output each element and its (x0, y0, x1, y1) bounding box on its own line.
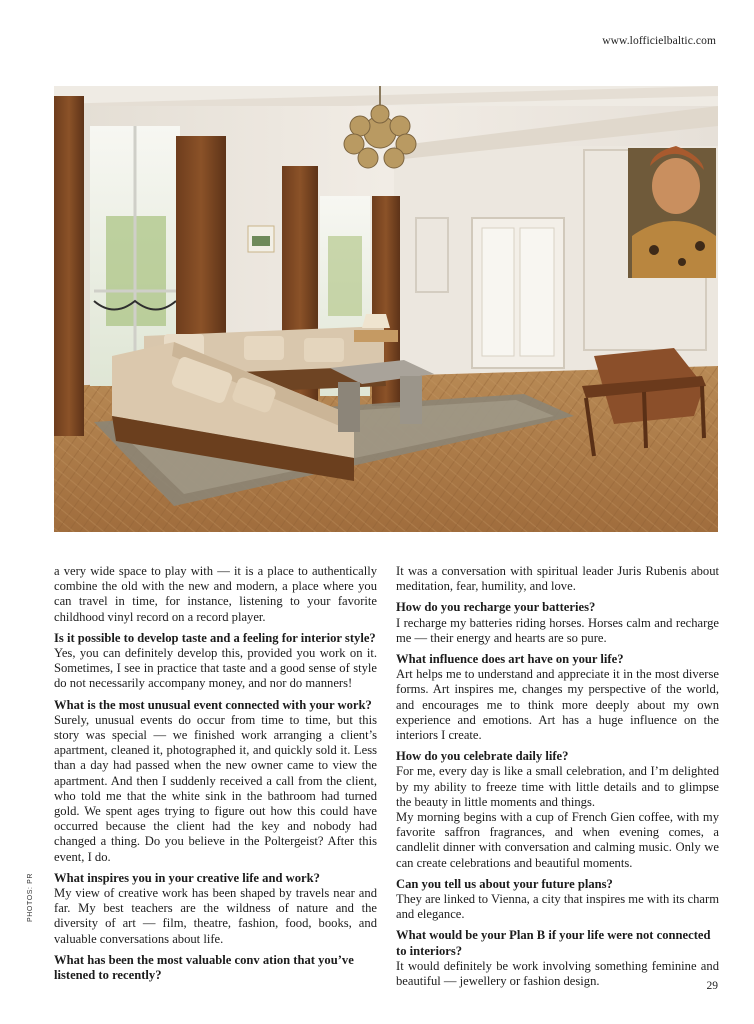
site-url: www.lofficielbaltic.com (602, 35, 716, 47)
left-paragraph: a very wide space to play with — it is a place to authentically combine the old with the new and modern, a place where you can travel in time, for instance, listening to your favorite childhood vinyl record on a record player. (54, 564, 377, 624)
interview-answer: My view of creative work has been shaped by travels near and far. My best teachers are the wildness of nature and the diversity of art — film, theatre, fashion, food, books, and valuable conversations about life. (54, 886, 377, 946)
interview-answer: Surely, unusual events do occur from time to time, but this story was special — we finished work arranging a client’s apartment, cleaned it, photographed it, and quickly sold it. Less than a day had passed when the new owner came to view the apartment. And then I suddenly received a call from the client, who told me that the white sink in the bathroom had turned gold. We spent ages trying to figure out how this could have occurred because the client had the key and nobody had changed a thing. Do you believe in the Poltergeist? After this event, I do. (54, 712, 377, 864)
page-number: 29 (706, 980, 718, 992)
interview-answer: It would definitely be work involving something feminine and beautiful — jewellery or fashion design. (396, 958, 719, 989)
interview-answer: For me, every day is like a small celebration, and I’m delighted by my ability to freeze time with little details and to glimpse the beauty in little moments and things. (396, 764, 719, 809)
interview-answer: Art helps me to understand and appreciate it in the most diverse forms. Art inspires me, changes my perspective of the world, and encourages me to think more deeply about my own experience and emotions. Art has a huge influence on the interiors I create. (396, 667, 719, 743)
interview-question: How do you celebrate daily life? (396, 749, 569, 764)
interview-answer: I recharge my batteries riding horses. Horses calm and recharge me — their energy and hearts are so pure. (396, 615, 719, 645)
living-room-illustration (54, 86, 718, 532)
interview-question: What has been the most valuable conv ation that you’ve listened to recently? (54, 952, 354, 983)
interview-question: What would be your Plan B if your life were not connected to interiors? (396, 928, 711, 958)
interview-answer: My morning begins with a cup of French Gien coffee, with my favorite saffron fragrances, and when evening comes, a candlelit dinner with conversation and calming music. Only we can create celebrations and beautiful moments. (396, 810, 719, 870)
left-text-column (54, 564, 377, 983)
interview-question: How do you recharge your batteries? (396, 600, 596, 615)
interview-question: What is the most unusual event connected with your work? (54, 697, 372, 712)
interview-answer: Yes, you can definitely develop this, provided you work on it. Sometimes, I see in practice that taste and a good sense of style do not necessarily accompany money, and nor do manners! (54, 646, 377, 691)
interview-question: What inspires you in your creative life and work? (54, 870, 320, 885)
interview-question: What influence does art have on your life? (396, 652, 624, 667)
interior-photo (54, 86, 718, 532)
interview-answer: They are linked to Vienna, a city that inspires me with its charm and elegance. (396, 892, 719, 922)
interview-question: Is it possible to develop taste and a feeling for interior style? (54, 630, 376, 645)
interview-answer: It was a conversation with spiritual leader Juris Rubenis about meditation, fear, humility, and love. (396, 564, 719, 594)
photo-credit: PHOTOS: PR (27, 872, 34, 922)
right-text-column (396, 564, 719, 989)
interview-question: Can you tell us about your future plans? (396, 876, 613, 891)
